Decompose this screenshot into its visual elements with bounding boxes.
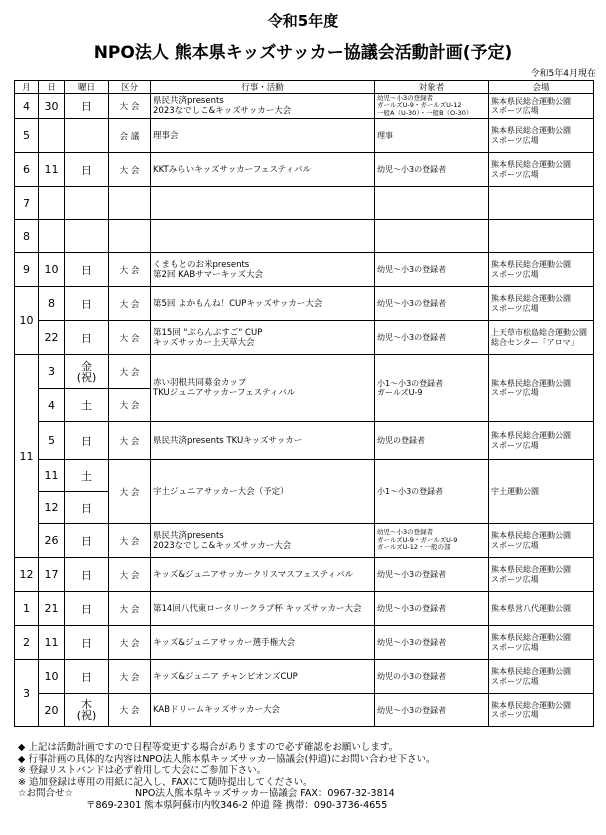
header-event: 行事・活動 [151, 81, 375, 94]
target-line: 幼児の小3の登録者 [377, 672, 447, 681]
table-row [15, 220, 594, 253]
day-cell: 22 [39, 321, 65, 355]
venue-line: スポーツ広場 [491, 710, 539, 719]
weekday-cell [65, 119, 109, 153]
target-cell [375, 119, 489, 153]
target-cell [375, 153, 489, 187]
venue-cell [489, 119, 594, 153]
category-cell: 大 会 [109, 321, 151, 355]
month-cell: 12 [15, 558, 39, 592]
empty-cell [375, 220, 489, 253]
target-cell [375, 94, 489, 119]
month-cell: 9 [15, 253, 39, 287]
table-row [15, 592, 594, 626]
event-line: 県民共済presents TKUキッズサッカー [153, 435, 303, 446]
day-cell: 21 [39, 592, 65, 626]
event-cell [151, 153, 375, 187]
table-row [15, 355, 594, 389]
venue-cell [489, 287, 594, 321]
note-schedule-change: ◆ 上記は活動計画ですので日程等変更する場合がありますので必ず確認をお願いします。 [18, 742, 399, 753]
event-line: KABドリームキッズサッカー大会 [153, 705, 281, 715]
table-row [15, 660, 594, 694]
day-cell: 26 [39, 524, 65, 558]
event-cell [151, 253, 375, 287]
target-line: 幼児～小3の登録者 [377, 570, 447, 579]
day-cell: 8 [39, 287, 65, 321]
event-cell [151, 321, 375, 355]
venue-cell [489, 524, 594, 558]
contact-org-fax: NPO法人熊本県キッズサッカー協議会 FAX：0967-32-3814 [135, 788, 395, 799]
target-line: 幼児～小3の登録者 [377, 705, 447, 715]
weekday-cell: 日 [65, 253, 109, 287]
empty-cell [109, 187, 151, 220]
venue-line: スポーツ広場 [491, 169, 539, 179]
empty-cell [65, 187, 109, 220]
target-cell [375, 253, 489, 287]
target-cell [375, 626, 489, 660]
venue-line: 熊本県民総合運動公園 [491, 294, 571, 303]
event-cell [151, 592, 375, 626]
header-day: 日 [39, 81, 65, 94]
table-row [15, 253, 594, 287]
day-cell: 12 [39, 492, 65, 524]
day-cell: 11 [39, 460, 65, 492]
venue-line: スポーツ広場 [491, 574, 539, 584]
month-cell: 11 [15, 355, 39, 558]
event-cell [151, 558, 375, 592]
category-cell: 大 会 [109, 660, 151, 694]
target-line: 幼児～小3の登録者 [377, 528, 434, 537]
category-cell: 大 会 [109, 94, 151, 119]
header-weekday: 曜日 [65, 81, 109, 94]
weekday-cell: 土 [65, 460, 109, 492]
category-cell: 大 会 [109, 592, 151, 626]
event-cell [151, 524, 375, 558]
empty-cell [109, 220, 151, 253]
event-line: キッズ&ジュニアサッカークリスマスフェスティバル [153, 569, 354, 580]
venue-line: スポーツ広場 [491, 676, 539, 686]
schedule-table [14, 80, 594, 727]
weekday-cell: 日 [65, 524, 109, 558]
venue-line: スポーツ広場 [491, 388, 539, 397]
category-cell: 大 会 [109, 253, 151, 287]
category-cell: 大 会 [109, 460, 151, 524]
table-row [15, 287, 594, 321]
event-line: くまもとのお米presents [153, 259, 250, 270]
venue-line: 熊本県民総合運動公園 [491, 431, 571, 440]
target-line: 理事 [377, 131, 393, 140]
event-line: 理事会 [153, 130, 179, 141]
venue-line: 上天草市松島総合運動公園 [491, 328, 587, 337]
venue-line: 熊本県民総合運動公園 [491, 565, 571, 574]
venue-cell [489, 592, 594, 626]
holiday-marker: (祝) [76, 709, 97, 722]
month-cell: 8 [15, 220, 39, 253]
day-cell: 30 [39, 94, 65, 119]
event-cell [151, 660, 375, 694]
empty-cell [151, 187, 375, 220]
target-line: ガールズU-9・ガールズU-9 [377, 535, 458, 544]
event-line: 第14回八代東ロータリークラブ杯 キッズサッカー大会 [153, 603, 362, 614]
target-line: 幼児～小3の登録者 [377, 638, 447, 647]
day-cell: 11 [39, 153, 65, 187]
empty-cell [489, 187, 594, 220]
event-line: 宇土ジュニアサッカー大会（予定） [153, 486, 289, 497]
target-cell [375, 422, 489, 460]
venue-line: 熊本県営八代運動公園 [491, 603, 571, 613]
weekday-cell: 日 [65, 287, 109, 321]
page-title: NPO法人 熊本県キッズサッカー協議会活動計画(予定) [93, 43, 513, 63]
category-cell: 大 会 [109, 287, 151, 321]
weekday-cell: 日 [65, 321, 109, 355]
venue-line: スポーツ広場 [491, 303, 539, 313]
day-cell [39, 119, 65, 153]
target-line: 幼児～小3の登録者 [377, 165, 447, 174]
table-row [15, 187, 594, 220]
weekday-main: 金 [81, 359, 92, 373]
table-row [15, 94, 594, 119]
event-cell [151, 355, 375, 422]
as-of-date: 令和5年4月現在 [530, 69, 596, 79]
target-line: ガールズU-9・ガールズU-12 [377, 101, 462, 110]
notes-section [18, 742, 598, 811]
venue-line: スポーツ広場 [491, 135, 539, 145]
target-line: 幼児～小3の登録者 [377, 93, 434, 102]
event-cell [151, 94, 375, 119]
category-cell: 大 会 [109, 153, 151, 187]
venue-line: 熊本県民総合運動公園 [491, 260, 571, 269]
target-line: 小1～小3の登録者 [377, 379, 444, 388]
day-cell: 20 [39, 694, 65, 727]
day-cell: 17 [39, 558, 65, 592]
venue-cell [489, 694, 594, 727]
weekday-cell: 日 [65, 558, 109, 592]
day-cell: 10 [39, 253, 65, 287]
day-cell: 5 [39, 422, 65, 460]
weekday-cell [65, 355, 109, 389]
contact-row [18, 788, 598, 800]
header-category: 区分 [109, 81, 151, 94]
month-cell: 6 [15, 153, 39, 187]
weekday-cell: 日 [65, 660, 109, 694]
event-line: キッズ&ジュニアサッカー選手権大会 [153, 637, 296, 648]
table-row [15, 626, 594, 660]
venue-cell [489, 153, 594, 187]
header-venue: 会場 [489, 81, 594, 94]
target-cell [375, 660, 489, 694]
venue-line: 熊本県民総合運動公園 [491, 531, 571, 540]
target-cell [375, 592, 489, 626]
target-line: ガールズU-12・一般の部 [377, 543, 451, 552]
target-cell [375, 460, 489, 524]
target-line: 幼児～小3の登録者 [377, 604, 447, 613]
venue-cell [489, 626, 594, 660]
month-cell: 5 [15, 119, 39, 153]
weekday-cell: 土 [65, 389, 109, 422]
day-cell: 4 [39, 389, 65, 422]
venue-cell [489, 460, 594, 524]
empty-cell [489, 220, 594, 253]
event-line: TKUジュニアサッカーフェスティバル [153, 388, 296, 398]
title-year: 令和5年度 [267, 12, 339, 30]
empty-cell [39, 187, 65, 220]
month-cell: 4 [15, 94, 39, 119]
venue-cell [489, 321, 594, 355]
venue-line: 熊本県民総合運動公園 [491, 96, 571, 106]
event-cell [151, 287, 375, 321]
venue-line: 熊本県民総合運動公園 [491, 667, 571, 676]
event-cell [151, 460, 375, 524]
venue-cell [489, 660, 594, 694]
empty-cell [65, 220, 109, 253]
venue-cell [489, 422, 594, 460]
category-cell: 大 会 [109, 355, 151, 389]
event-line: KKTみらいキッズサッカーフェスティバル [153, 164, 311, 175]
target-line: 幼児～小3の登録者 [377, 299, 447, 308]
category-cell: 大 会 [109, 422, 151, 460]
contact-address-phone: 〒869-2301 熊本県阿蘇市内牧346-2 仲道 隆 携帯：090-3736-4655 [86, 799, 388, 811]
target-cell [375, 694, 489, 727]
header-month: 月 [15, 81, 39, 94]
month-cell: 7 [15, 187, 39, 220]
weekday-cell: 日 [65, 626, 109, 660]
venue-line: 熊本県民総合運動公園 [491, 160, 571, 169]
target-line: 一般A（U-30）・一般B（O-30） [377, 108, 473, 117]
event-line: キッズ&ジュニア チャンピオンズCUP [153, 671, 298, 682]
note-wristband: ※ 登録リストバンドは必ず着用して大会にご参加下さい。 [18, 765, 267, 776]
venue-cell [489, 355, 594, 422]
event-line: 赤い羽根共同募金カップ [153, 378, 247, 388]
empty-cell [39, 220, 65, 253]
venue-line: スポーツ広場 [491, 269, 539, 279]
day-cell: 3 [39, 355, 65, 389]
table-row [15, 694, 594, 727]
weekday-cell: 日 [65, 592, 109, 626]
venue-cell [489, 94, 594, 119]
table-row [15, 524, 594, 558]
category-cell: 大 会 [109, 626, 151, 660]
category-cell: 会 議 [109, 119, 151, 153]
target-cell [375, 355, 489, 422]
category-cell: 大 会 [109, 389, 151, 422]
venue-cell [489, 558, 594, 592]
note-registration: ※ 追加登録は専用の用紙に記入し、FAXにて随時提出してください。 [18, 776, 313, 788]
weekday-cell: 日 [65, 492, 109, 524]
venue-line: スポーツ広場 [491, 106, 539, 115]
weekday-cell: 日 [65, 94, 109, 119]
note-inquiry: ◆ 行事計画の具体的な内容はNPO法人熊本県キッズサッカー協議会(仲道)にお問い合わせ下さい。 [18, 753, 436, 765]
venue-line: スポーツ広場 [491, 642, 539, 652]
weekday-cell: 日 [65, 153, 109, 187]
day-cell: 11 [39, 626, 65, 660]
event-line: キッズサッカー上天草大会 [153, 337, 255, 348]
table-row [15, 460, 594, 492]
event-line: 2023なでしこ&キッズサッカー大会 [153, 540, 292, 551]
venue-line: 総合センター「アロマ」 [491, 337, 579, 347]
holiday-marker: (祝) [76, 370, 97, 384]
month-cell: 2 [15, 626, 39, 660]
venue-line: スポーツ広場 [491, 540, 539, 550]
target-line: 幼児～小3の登録者 [377, 265, 447, 274]
event-cell [151, 626, 375, 660]
category-cell: 大 会 [109, 694, 151, 727]
venue-line: 熊本県民総合運動公園 [491, 378, 571, 388]
weekday-main: 木 [81, 698, 92, 711]
event-cell [151, 422, 375, 460]
event-line: 2023なでしこ&キッズサッカー大会 [153, 106, 292, 116]
empty-cell [151, 220, 375, 253]
month-cell: 10 [15, 287, 39, 355]
table-row [15, 153, 594, 187]
venue-line: 熊本県民総合運動公園 [491, 633, 571, 642]
venue-line: スポーツ広場 [491, 440, 539, 450]
event-line: 県民共済presents [153, 96, 224, 106]
target-line: 幼児～小3の登録者 [377, 333, 447, 342]
event-cell [151, 119, 375, 153]
header-target: 対象者 [375, 81, 489, 94]
event-line: 第15回 "ぶらんぶすご" CUP [153, 327, 263, 338]
event-line: 第2回 KABサマーキッズ大会 [153, 269, 264, 280]
month-cell: 3 [15, 660, 39, 727]
venue-line: 熊本県民総合運動公園 [491, 126, 571, 135]
target-cell [375, 287, 489, 321]
day-cell: 10 [39, 660, 65, 694]
target-line: ガールズU-9 [377, 388, 423, 397]
weekday-cell [65, 694, 109, 727]
table-row [15, 119, 594, 153]
target-cell [375, 558, 489, 592]
target-cell [375, 524, 489, 558]
target-cell [375, 321, 489, 355]
target-line: 幼児の登録者 [377, 436, 425, 445]
event-line: 県民共済presents [153, 530, 224, 541]
event-line: 第5回 よかもんね！CUPキッズサッカー大会 [153, 298, 323, 309]
weekday-cell: 日 [65, 422, 109, 460]
category-cell: 大 会 [109, 524, 151, 558]
table-header-row [15, 81, 594, 94]
venue-line: 熊本県民総合運動公園 [491, 700, 571, 710]
table-row [15, 422, 594, 460]
month-cell: 1 [15, 592, 39, 626]
event-cell [151, 694, 375, 727]
contact-label: ☆お問合せ☆ [18, 788, 74, 799]
table-row [15, 321, 594, 355]
target-line: 小1～小3の登録者 [377, 487, 444, 496]
empty-cell [375, 187, 489, 220]
table-row [15, 558, 594, 592]
venue-cell [489, 253, 594, 287]
venue-line: 宇土運動公園 [491, 486, 539, 496]
category-cell: 大 会 [109, 558, 151, 592]
